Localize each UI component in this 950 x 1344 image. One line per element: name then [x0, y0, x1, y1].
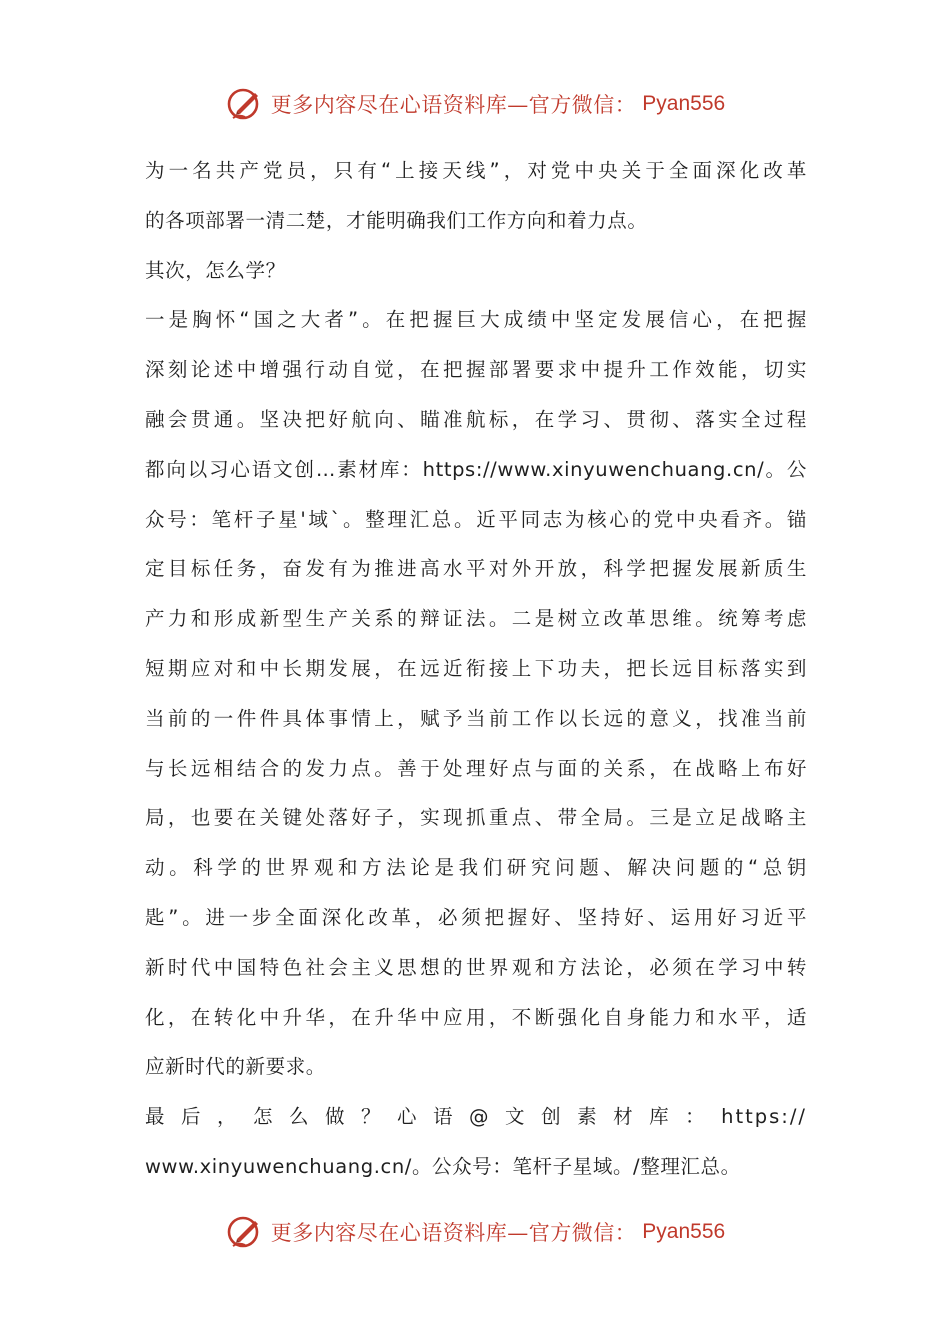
text-line: 为一名共产党员，只有“上接天线”，对党中央关于全面深化改革 — [145, 159, 807, 182]
text-line: 深刻论述中增强行动自觉，在把握部署要求中提升工作效能，切实 — [145, 358, 807, 382]
text-line: 一是胸怀“国之大者”。在把握巨大成绩中坚定发展信心，在把握 — [145, 308, 807, 332]
text-line: 化，在转化中升华，在升华中应用，不断强化自身能力和水平，适 — [145, 1005, 807, 1029]
document-body — [145, 146, 807, 1192]
text-line: 新时代中国特色社会主义思想的世界观和方法论，必须在学习中转 — [145, 955, 807, 979]
text-line: 产力和形成新型生产关系的辩证法。二是树立改革思维。统筹考虑 — [145, 607, 807, 631]
text-line: 动。科学的世界观和方法论是我们研究问题、解决问题的“总钥 — [145, 856, 807, 880]
wechat-id: Pyan556 — [642, 1220, 726, 1243]
banner-text: 更多内容尽在心语资料库—官方微信： — [270, 93, 637, 117]
text-line: 都向以习心语文创…素材库：https://www.xinyuwenchuang.cn/。公 — [145, 457, 807, 481]
text-line: 其次，怎么学？ — [145, 258, 286, 282]
text-line: 短期应对和中长期发展，在远近衔接上下功夫，把长远目标落实到 — [145, 656, 807, 680]
wechat-id: Pyan556 — [642, 92, 726, 115]
footer-banner — [0, 1208, 950, 1256]
text-line: 局，也要在关键处落好子，实现抓重点、带全局。三是立足战略主 — [145, 806, 807, 830]
text-line: 定目标任务，奋发有为推进高水平对外开放，科学把握发展新质生 — [145, 557, 807, 581]
text-line: 匙”。进一步全面深化改革，必须把握好、坚持好、运用好习近平 — [145, 905, 807, 929]
text-line: 应新时代的新要求。 — [145, 1055, 326, 1079]
text-line: 的各项部署一清二楚，才能明确我们工作方向和着力点。 — [145, 208, 648, 232]
pen-logo-icon — [225, 84, 265, 124]
text-line: 融会贯通。坚决把好航向、瞄准航标，在学习、贯彻、落实全过程 — [145, 407, 807, 431]
text-line-spaced: 最后，怎么做？心语@文创素材库：https:// — [145, 1105, 807, 1129]
text-line: 当前的一件件具体事情上，赋予当前工作以长远的意义，找准当前 — [145, 706, 807, 730]
header-banner — [0, 80, 950, 128]
text-line: 与长远相结合的发力点。善于处理好点与面的关系，在战略上布好 — [145, 756, 807, 780]
text-line: 众号：笔杆子星'域`。整理汇总。近平同志为核心的党中央看齐。锚 — [145, 507, 807, 531]
banner-text: 更多内容尽在心语资料库—官方微信： — [270, 1221, 637, 1245]
pen-logo-icon — [225, 1212, 265, 1252]
text-line: www.xinyuwenchuang.cn/。公众号：笔杆子星域。/整理汇总。 — [145, 1154, 741, 1178]
